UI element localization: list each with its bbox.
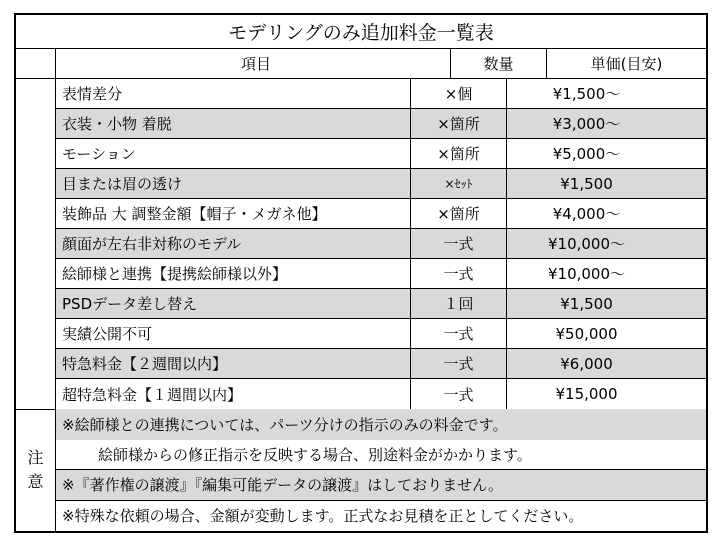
table-row xyxy=(56,169,706,199)
header-quantity: 数量 xyxy=(451,49,547,78)
table-row xyxy=(56,319,706,349)
note-line: 絵師様からの修正指示を反映する場合、別途料金がかかります。 xyxy=(56,440,706,471)
item-quantity: 一式 xyxy=(411,349,507,378)
item-price: ¥1,500〜 xyxy=(552,85,621,103)
item-price: ¥1,500 xyxy=(560,294,613,313)
item-quantity: ×個 xyxy=(411,79,507,108)
item-name: 衣装・小物 着脱 xyxy=(56,109,411,138)
item-quantity: ×ｾｯﾄ xyxy=(411,169,507,198)
notes-label-bottom: 意 xyxy=(27,472,44,491)
table-row xyxy=(56,79,706,109)
item-quantity: 一式 xyxy=(411,229,507,258)
item-price: ¥3,000〜 xyxy=(552,115,621,133)
item-price: ¥10,000〜 xyxy=(547,235,626,253)
price-table xyxy=(14,13,708,533)
item-name: 装飾品 大 調整金額【帽子・メガネ他】 xyxy=(56,199,411,228)
items-section xyxy=(16,79,706,410)
item-name: 目または眉の透け xyxy=(56,169,411,198)
item-quantity: 一式 xyxy=(411,319,507,348)
header-side-cell xyxy=(16,49,56,78)
notes-label-top: 注 xyxy=(27,448,44,467)
note-line: ※『著作権の譲渡』『編集可能データの譲渡』はしておりません。 xyxy=(56,470,706,501)
note-line: ※特殊な依頼の場合、金額が変動します。正式なお見積を正としてください。 xyxy=(62,507,584,526)
item-quantity: １回 xyxy=(411,289,507,318)
item-name: 絵師様と連携【提携絵師様以外】 xyxy=(56,259,411,288)
table-row xyxy=(56,349,706,379)
item-price: ¥15,000 xyxy=(555,385,618,403)
table-row xyxy=(56,379,706,409)
table-title xyxy=(16,15,706,49)
table-row xyxy=(56,139,706,169)
item-name: 表情差分 xyxy=(56,79,411,108)
item-quantity: ×箇所 xyxy=(411,139,507,168)
item-price: ¥1,500 xyxy=(560,174,613,193)
notes-label xyxy=(16,409,56,531)
item-quantity: ×箇所 xyxy=(411,199,507,228)
table-row xyxy=(56,289,706,319)
table-row xyxy=(56,199,706,229)
note-line: ※絵師様との連携については、パーツ分けの指示のみの料金です。 xyxy=(56,409,706,440)
item-quantity: 一式 xyxy=(411,379,507,409)
item-price: ¥4,000〜 xyxy=(552,205,621,223)
header-item: 項目 xyxy=(56,49,451,78)
item-price: ¥10,000〜 xyxy=(547,265,626,283)
header-price: 単価(目安) xyxy=(590,55,663,73)
header-row xyxy=(16,49,706,79)
item-price: ¥50,000 xyxy=(555,324,618,343)
table-title-text: モデリングのみ追加料金一覧表 xyxy=(228,22,494,44)
item-price: ¥6,000 xyxy=(560,354,613,373)
item-name: 顔面が左右非対称のモデル xyxy=(56,229,411,258)
item-name: 超特急料金【１週間以内】 xyxy=(56,379,411,409)
table-row xyxy=(56,109,706,139)
table-row xyxy=(56,259,706,289)
item-name: 実績公開不可 xyxy=(56,319,411,348)
item-name: モーション xyxy=(56,139,411,168)
item-name: 特急料金【２週間以内】 xyxy=(56,349,411,378)
item-quantity: 一式 xyxy=(411,259,507,288)
items-side-column xyxy=(16,79,56,409)
item-name: PSDデータ差し替え xyxy=(56,289,411,318)
table-row xyxy=(56,229,706,259)
notes-section xyxy=(16,409,706,531)
item-quantity: ×箇所 xyxy=(411,109,507,138)
item-price: ¥5,000〜 xyxy=(552,145,621,163)
